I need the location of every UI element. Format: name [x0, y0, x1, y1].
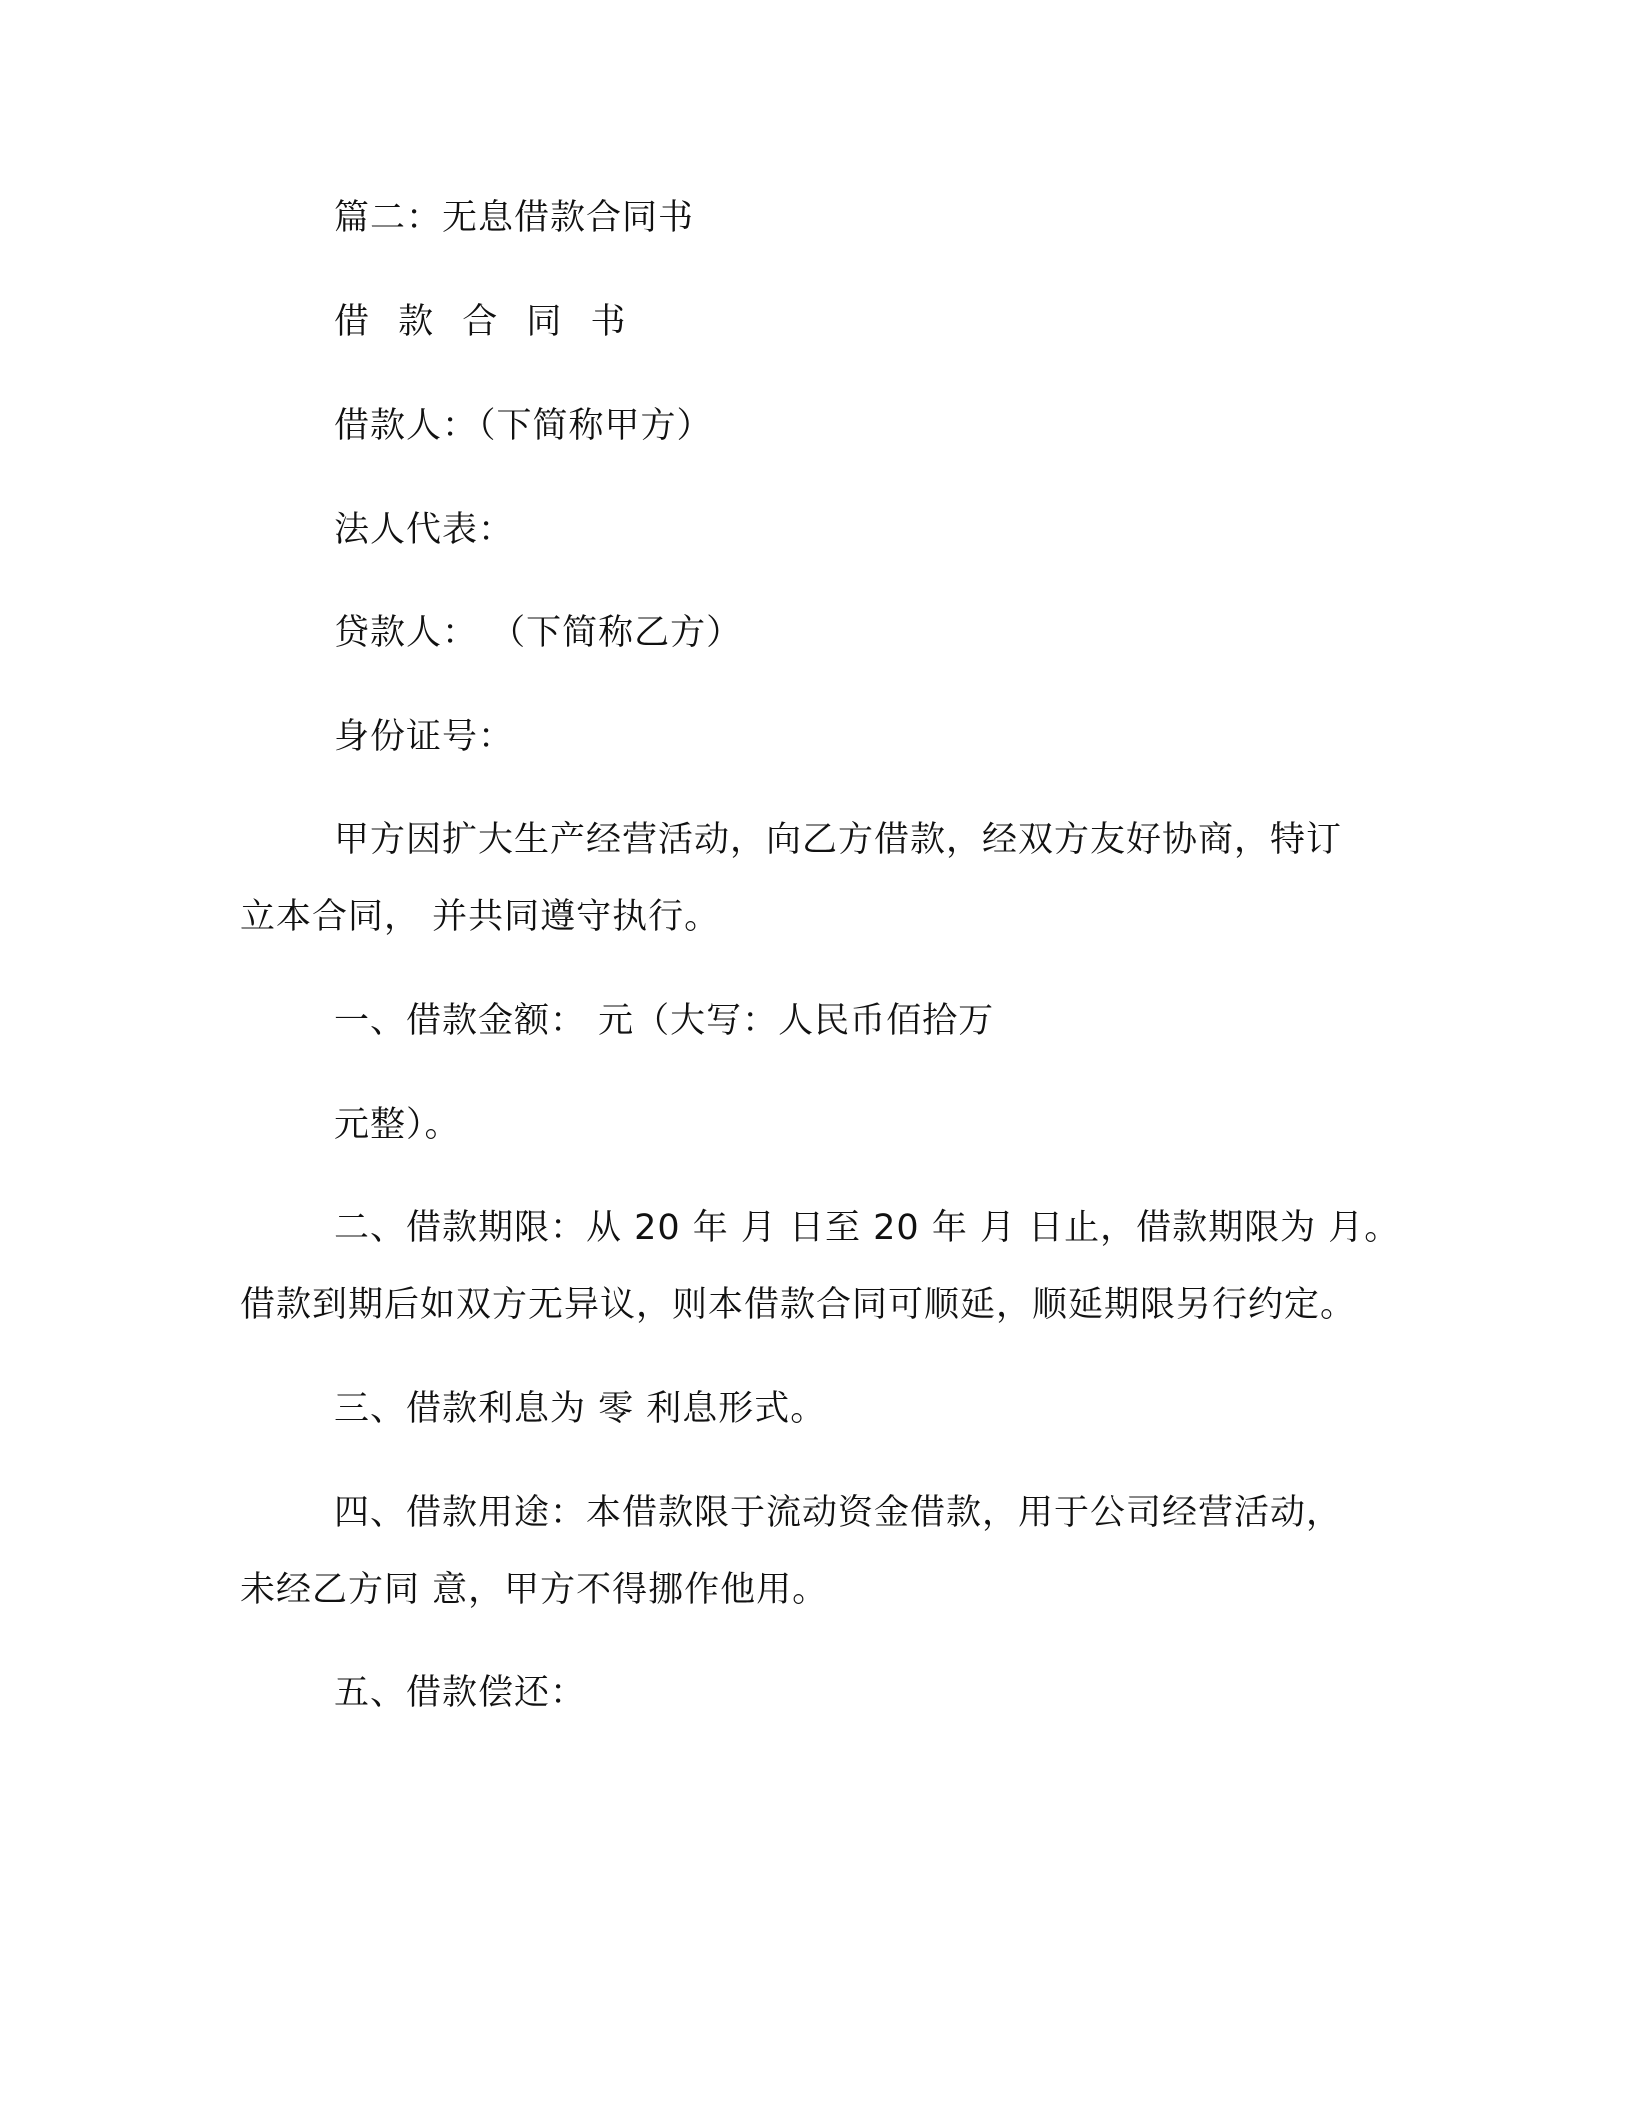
- clause-2-line-2: 借款到期后如双方无异议，则本借款合同可顺延，顺延期限另行约定。: [240, 1285, 1357, 1325]
- contract-title: 借 款 合 同 书: [334, 302, 635, 342]
- clause-4-line-1: 四、借款用途：本借款限于流动资金借款，用于公司经营活动，: [334, 1493, 1343, 1533]
- clause-2-line-1: 二、借款期限：从 20 年 月 日至 20 年 月 日止，借款期限为 月。: [334, 1208, 1401, 1248]
- lender-line: 贷款人： （下简称乙方）: [334, 613, 743, 653]
- intro-paragraph-line-2: 立本合同， 并共同遵守执行。: [240, 897, 721, 937]
- id-number-line: 身份证号：: [334, 717, 515, 757]
- clause-1-line-2: 元整）。: [334, 1105, 461, 1145]
- clause-3: 三、借款利息为 零 利息形式。: [334, 1389, 827, 1429]
- intro-paragraph-line-1: 甲方因扩大生产经营活动，向乙方借款，经双方友好协商，特订: [334, 820, 1343, 860]
- section-heading: 篇二：无息借款合同书: [334, 198, 695, 238]
- clause-4-line-2: 未经乙方同 意，甲方不得挪作他用。: [240, 1570, 829, 1610]
- borrower-line: 借款人：（下简称甲方）: [334, 406, 713, 446]
- clause-5: 五、借款偿还：: [334, 1673, 587, 1713]
- clause-1-line-1: 一、借款金额： 元（大写：人民币佰拾万: [334, 1001, 995, 1041]
- legal-representative-line: 法人代表：: [334, 510, 515, 550]
